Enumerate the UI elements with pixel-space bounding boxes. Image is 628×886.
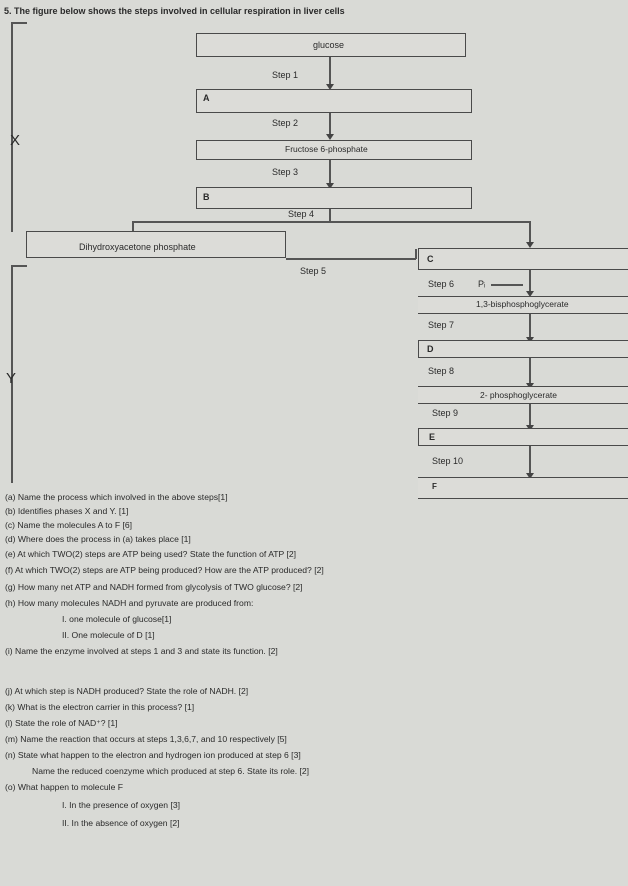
a-box — [196, 89, 472, 113]
phase-x-bracket-top — [11, 22, 27, 24]
question-o-i: I. In the presence of oxygen [3] — [62, 800, 181, 810]
question-o: (o) What happen to molecule F — [5, 782, 123, 792]
step4-arrow-line — [329, 209, 331, 221]
step3-arrow-line — [329, 160, 331, 184]
f-label: F — [432, 482, 437, 491]
split-line-right — [529, 221, 531, 243]
phase-x-bracket-vertical — [11, 22, 13, 232]
fructose-label: Fructose 6-phosphate — [285, 144, 368, 154]
pg2-label: 2- phosphoglycerate — [480, 390, 558, 400]
c-label: C — [427, 254, 434, 264]
step10-arrow-line — [529, 446, 531, 474]
b-box — [196, 187, 472, 209]
question-m: (m) Name the reaction that occurs at steps 1,3,6,7, and 10 respectively [5] — [5, 734, 287, 744]
fructose-box — [196, 140, 472, 160]
step9-arrow-line — [529, 404, 531, 426]
step7-arrow-line — [529, 314, 531, 338]
question-d: (d) Where does the process in (a) takes place [1] — [5, 534, 191, 544]
question-n-part2: Name the reduced coenzyme which produced at step 6. State its role. [2] — [32, 766, 310, 776]
f-box — [418, 477, 628, 499]
step9-label: Step 9 — [432, 408, 459, 418]
step1-label: Step 1 — [272, 70, 299, 80]
question-c: (c) Name the molecules A to F [6] — [5, 520, 133, 530]
step3-label: Step 3 — [272, 167, 299, 177]
c-box — [418, 248, 628, 270]
phase-y-label: Y — [6, 370, 17, 387]
step4-label: Step 4 — [288, 209, 315, 219]
b-label: B — [203, 192, 210, 202]
phase-x-label: X — [10, 132, 21, 149]
step6-label: Step 6 — [428, 279, 455, 289]
split-line-horizontal — [132, 221, 530, 223]
step6-arrow-line — [529, 270, 531, 292]
e-box — [418, 428, 628, 446]
step7-label: Step 7 — [428, 320, 455, 330]
step8-label: Step 8 — [428, 366, 455, 376]
bpg-label: 1,3-bisphosphoglycerate — [476, 299, 569, 309]
step1-arrow-line — [329, 57, 331, 85]
pi-label: Pᵢ — [478, 279, 486, 289]
d-label: D — [427, 344, 434, 354]
question-h-ii: II. One molecule of D [1] — [62, 630, 155, 640]
question-a: (a) Name the process which involved in the above steps[1] — [5, 492, 228, 502]
question-g: (g) How many net ATP and NADH formed from glycolysis of TWO glucose? [2] — [5, 582, 303, 592]
question-n: (n) State what happen to the electron and hydrogen ion produced at step 6 [3] — [5, 750, 301, 760]
step5-arrow-up — [415, 249, 417, 259]
e-label: E — [429, 432, 436, 442]
split-line-left — [132, 221, 134, 231]
phase-y-bracket-top — [11, 265, 27, 267]
step5-arrow-line — [286, 258, 416, 260]
question-b: (b) Identifies phases X and Y. [1] — [5, 506, 129, 516]
pg2-box — [418, 386, 628, 404]
question-l: (l) State the role of NAD⁺? [1] — [5, 718, 118, 728]
step5-label: Step 5 — [300, 266, 327, 276]
question-e: (e) At which TWO(2) steps are ATP being used? State the function of ATP [2] — [5, 549, 297, 559]
question-header: 5. The figure below shows the steps involved in cellular respiration in liver cells — [4, 6, 345, 16]
glucose-label: glucose — [313, 40, 345, 50]
step10-label: Step 10 — [432, 456, 464, 466]
a-label: A — [203, 93, 210, 103]
step2-label: Step 2 — [272, 118, 299, 128]
pi-arrow-line — [491, 284, 523, 286]
question-f: (f) At which TWO(2) steps are ATP being produced? How are the ATP produced? [2] — [5, 565, 324, 575]
question-i: (i) Name the enzyme involved at steps 1 and 3 and state its function. [2] — [5, 646, 278, 656]
bpg-box — [418, 296, 628, 314]
d-box — [418, 340, 628, 358]
step2-arrow-line — [329, 113, 331, 135]
question-h-i: I. one molecule of glucose[1] — [62, 614, 172, 624]
question-j: (j) At which step is NADH produced? State the role of NADH. [2] — [5, 686, 249, 696]
question-o-ii: II. In the absence of oxygen [2] — [62, 818, 180, 828]
question-h: (h) How many molecules NADH and pyruvate are produced from: — [5, 598, 254, 608]
question-k: (k) What is the electron carrier in this process? [1] — [5, 702, 195, 712]
dhap-box — [26, 231, 286, 258]
dhap-label: Dihydroxyacetone phosphate — [79, 242, 196, 252]
step8-arrow-line — [529, 358, 531, 384]
glucose-box — [196, 33, 466, 57]
